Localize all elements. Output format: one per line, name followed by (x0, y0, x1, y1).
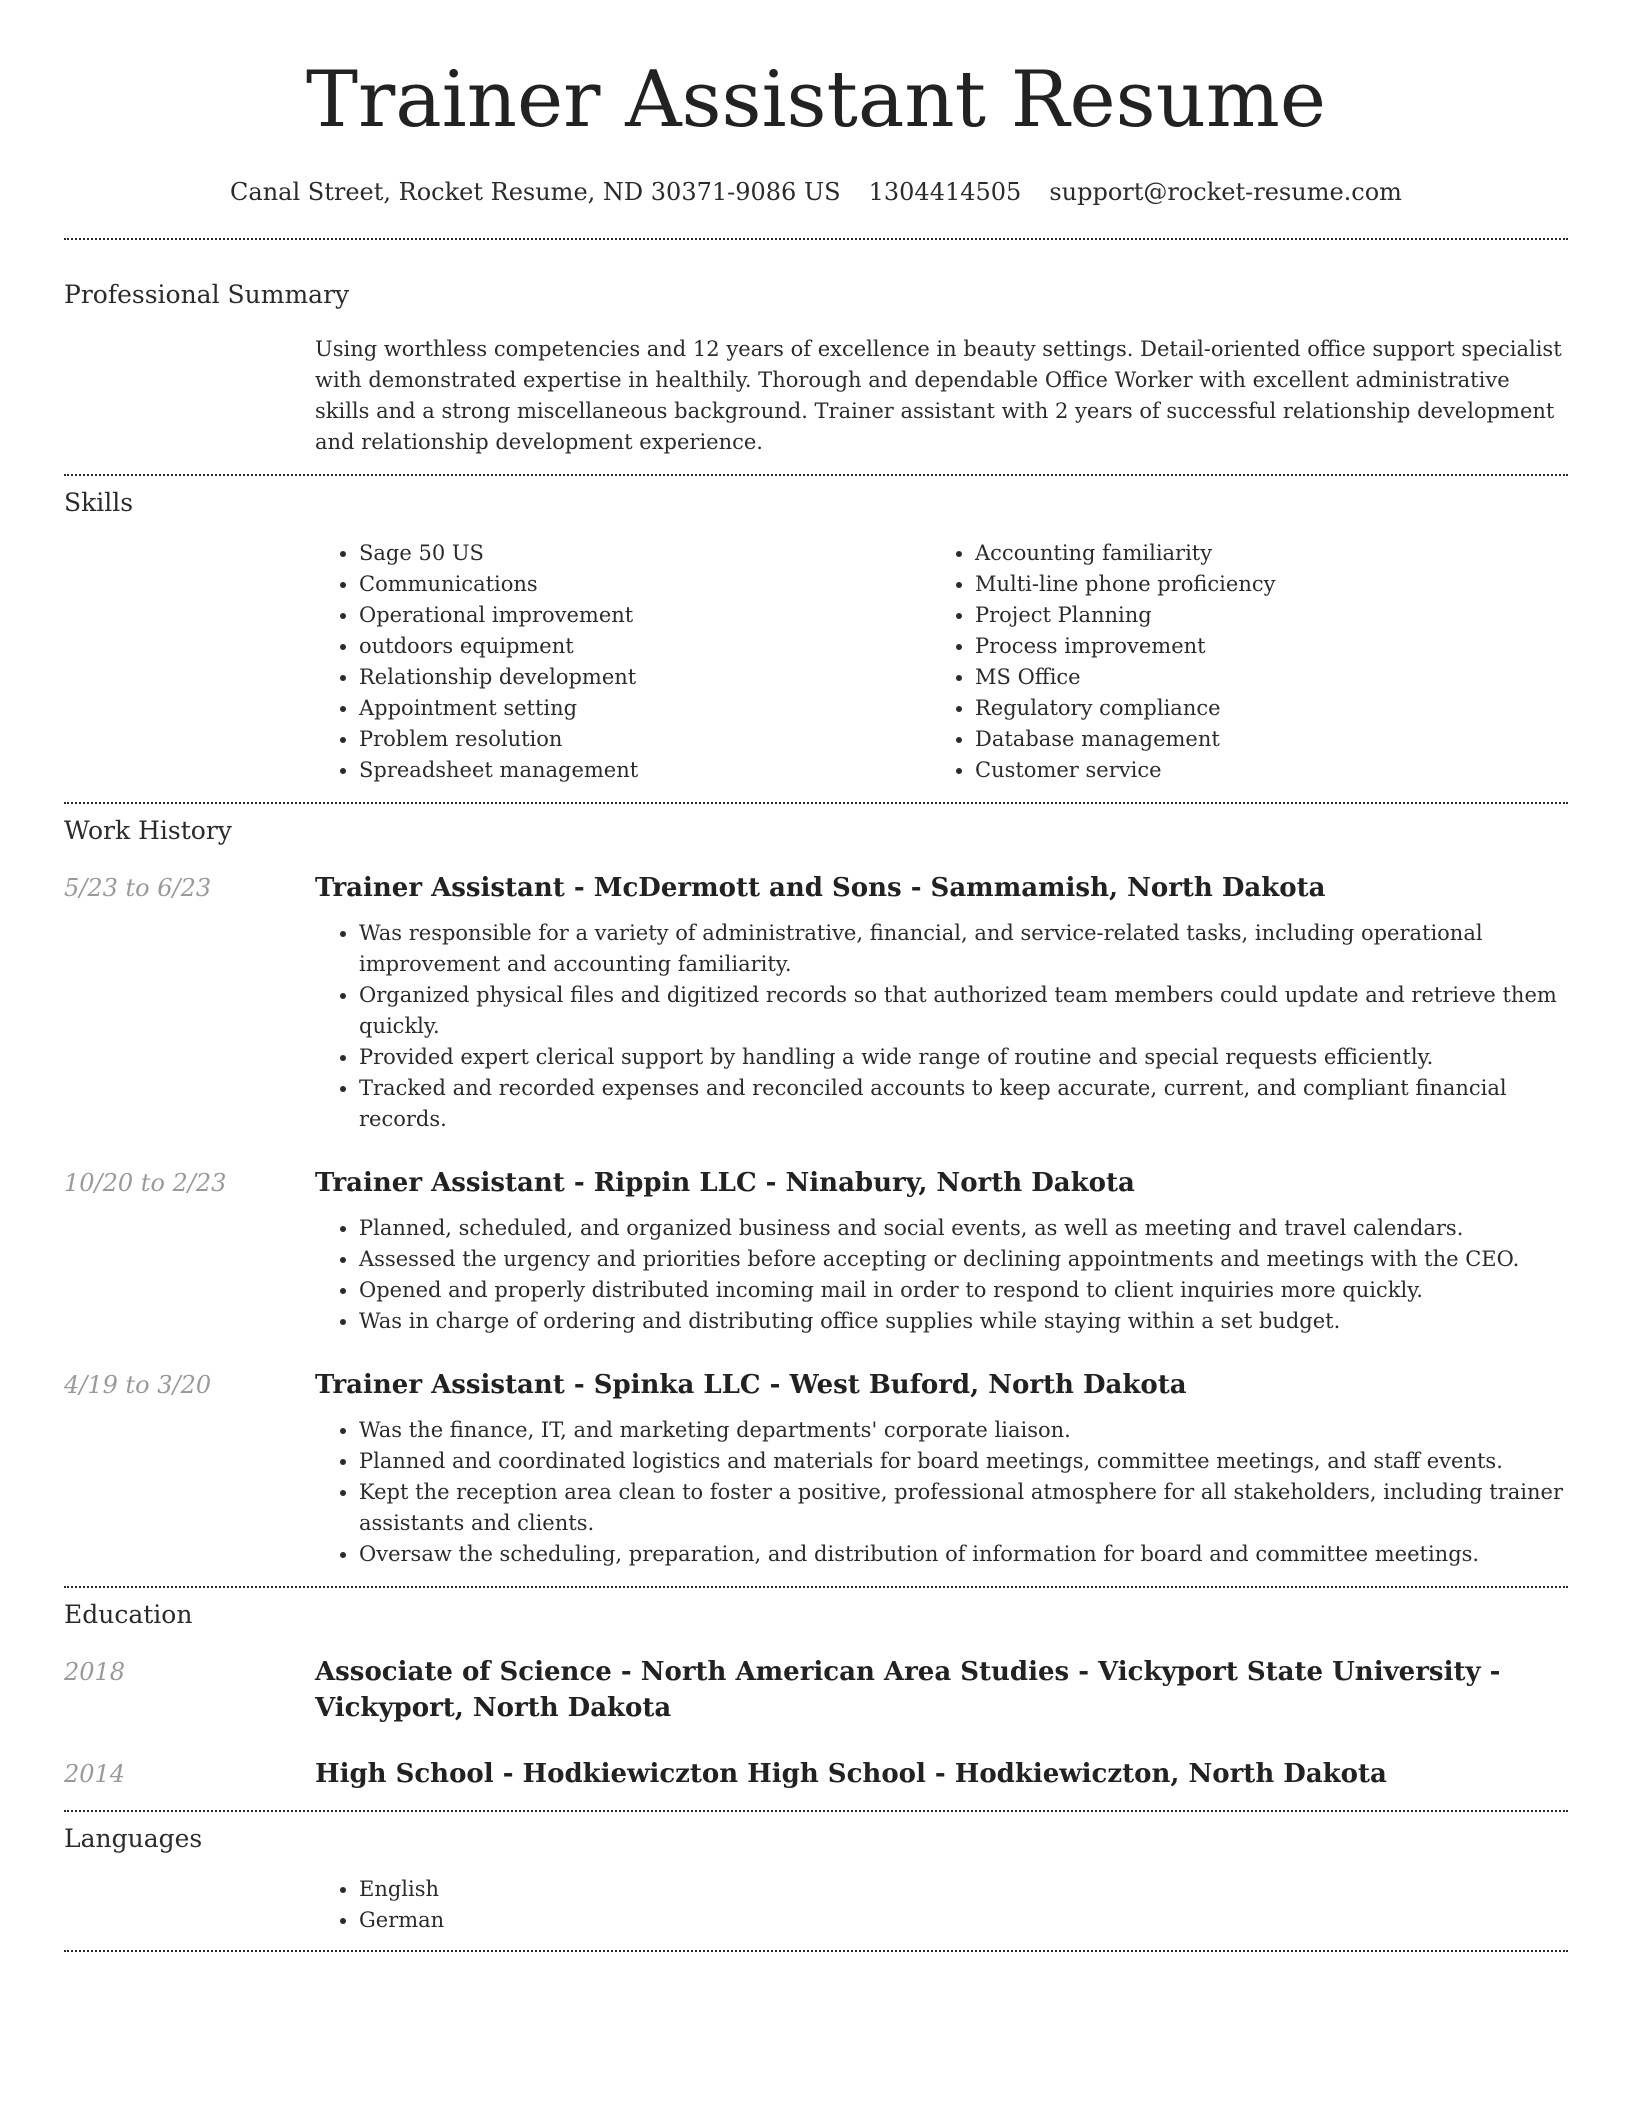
job-bullet: • Provided expert clerical support by handling a wide range of routine and special requests efficiently. (359, 1042, 1568, 1073)
job-bullet: • Kept the reception area clean to foster a positive, professional atmosphere for all stakeholders, including trainer assistants and clients. (359, 1477, 1568, 1539)
languages-section (64, 1812, 1568, 1936)
education-section (64, 1588, 1568, 1792)
skill-item: • Communications (359, 569, 931, 600)
job-bullet: • Tracked and recorded expenses and reconciled accounts to keep accurate, current, and compliant financial records. (359, 1073, 1568, 1135)
skill-item: • Spreadsheet management (359, 755, 931, 786)
skills-left-column (64, 538, 315, 786)
skill-item: • Relationship development (359, 662, 931, 693)
job-entry (64, 870, 1568, 1135)
job-bullet: • Was the finance, IT, and marketing departments' corporate liaison. (359, 1415, 1568, 1446)
job-dates: 10/20 to 2/23 (64, 1169, 227, 1197)
job-bullet: • Assessed the urgency and priorities before accepting or declining appointments and meetings with the CEO. (359, 1244, 1568, 1275)
job-bullet: • Planned and coordinated logistics and materials for board meetings, committee meetings, and staff events. (359, 1446, 1568, 1477)
skill-item: • Appointment setting (359, 693, 931, 724)
summary-left-column (64, 334, 315, 458)
language-item: • German (359, 1905, 1568, 1936)
contact-address: Canal Street, Rocket Resume, ND 30371-9086 US (230, 178, 841, 206)
summary-heading: Professional Summary (64, 280, 350, 309)
skill-item: • outdoors equipment (359, 631, 931, 662)
skill-item: • Problem resolution (359, 724, 931, 755)
education-heading-text: High School - Hodkiewiczton High School - Hodkiewiczton, North Dakota (315, 1759, 1387, 1789)
summary-section (64, 240, 1568, 458)
job-bullet: • Was responsible for a variety of administrative, financial, and service-related tasks, including operational improvement and accounting familiarity. (359, 918, 1568, 980)
languages-list (315, 1874, 1568, 1936)
work-section (64, 804, 1568, 1570)
skill-item: • Database management (975, 724, 1547, 755)
resume-title: Trainer Assistant Resume (305, 55, 1327, 145)
skill-item: • Process improvement (975, 631, 1547, 662)
skills-list-2 (931, 538, 1547, 786)
work-heading: Work History (64, 816, 232, 845)
skill-item: • Accounting familiarity (975, 538, 1547, 569)
skills-heading: Skills (64, 488, 134, 517)
summary-text: Using worthless competencies and 12 years of excellence in beauty settings. Detail-oriented office support specialist with demonstrated expertise in healthily. Thorough and dependable Office Worker with excellent administrative skills and a strong miscellaneous background. Trainer assistant with 2 years of successful relationship development and relationship development experience. (315, 337, 1562, 454)
skill-item: • MS Office (975, 662, 1547, 693)
skill-item: • Sage 50 US (359, 538, 931, 569)
skills-columns (315, 538, 1568, 786)
education-entry (64, 1654, 1568, 1726)
job-entry (64, 1367, 1568, 1570)
job-heading: Trainer Assistant - Rippin LLC - Ninabury, North Dakota (315, 1168, 1135, 1198)
resume-header (64, 0, 1568, 208)
job-heading: Trainer Assistant - Spinka LLC - West Buford, North Dakota (315, 1370, 1187, 1400)
skill-item: • Operational improvement (359, 600, 931, 631)
skill-item: • Multi-line phone proficiency (975, 569, 1547, 600)
education-entry (64, 1756, 1568, 1792)
job-bullet: • Opened and properly distributed incoming mail in order to respond to client inquiries more quickly. (359, 1275, 1568, 1306)
job-bullets (315, 1415, 1568, 1570)
education-heading: Education (64, 1600, 193, 1629)
languages-left-column (64, 1874, 315, 1936)
section-divider (64, 1950, 1568, 1952)
job-bullets (315, 1213, 1568, 1337)
contact-email: support@rocket-resume.com (1049, 178, 1402, 206)
skill-item: • Project Planning (975, 600, 1547, 631)
job-heading: Trainer Assistant - McDermott and Sons - Sammamish, North Dakota (315, 873, 1326, 903)
job-bullet: • Was in charge of ordering and distributing office supplies while staying within a set budget. (359, 1306, 1568, 1337)
skills-section (64, 476, 1568, 786)
education-year: 2018 (64, 1658, 126, 1686)
languages-heading: Languages (64, 1824, 203, 1853)
job-entry (64, 1165, 1568, 1337)
education-year: 2014 (64, 1760, 126, 1788)
contact-line (64, 176, 1568, 208)
education-heading-text: Associate of Science - North American Area Studies - Vickyport State University - Vickyport, North Dakota (315, 1657, 1501, 1723)
job-bullet: • Oversaw the scheduling, preparation, and distribution of information for board and committee meetings. (359, 1539, 1568, 1570)
job-dates: 4/19 to 3/20 (64, 1371, 212, 1399)
job-bullet: • Organized physical files and digitized records so that authorized team members could update and retrieve them quickly. (359, 980, 1568, 1042)
skill-item: • Customer service (975, 755, 1547, 786)
skill-item: • Regulatory compliance (975, 693, 1547, 724)
job-bullets (315, 918, 1568, 1135)
contact-phone: 1304414505 (868, 178, 1022, 206)
language-item: • English (359, 1874, 1568, 1905)
job-bullet: • Planned, scheduled, and organized business and social events, as well as meeting and travel calendars. (359, 1213, 1568, 1244)
skills-list-1 (315, 538, 931, 786)
job-dates: 5/23 to 6/23 (64, 874, 212, 902)
